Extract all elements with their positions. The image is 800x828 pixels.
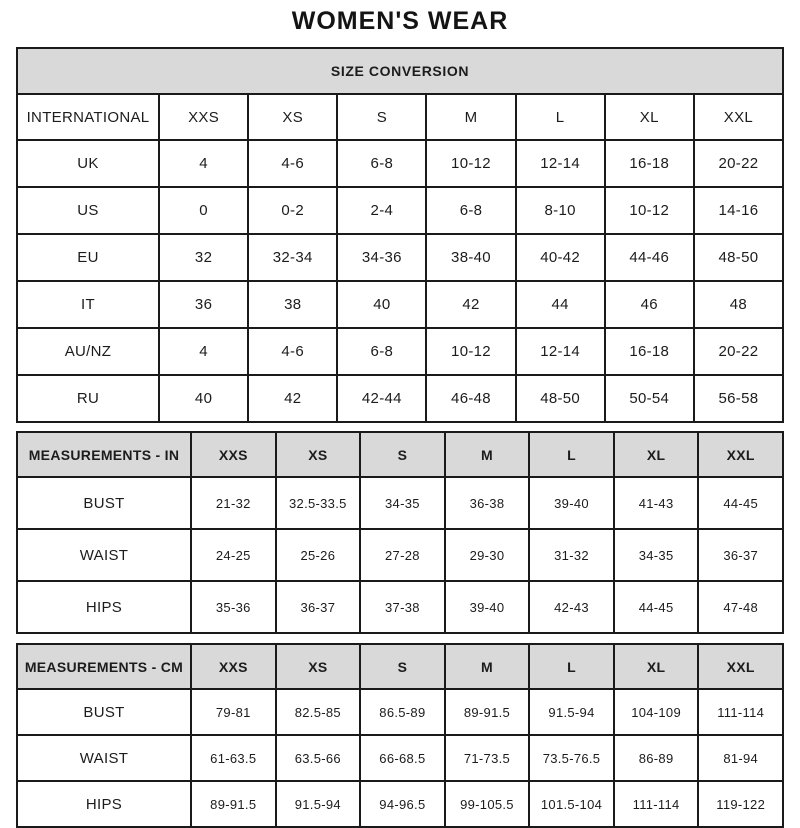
data-cell: 38 [248, 281, 337, 328]
measurements-in-table [16, 431, 784, 634]
data-cell: 6-8 [337, 140, 426, 187]
table-row [17, 281, 783, 328]
row-label: AU/NZ [17, 328, 159, 375]
data-cell: 37-38 [360, 581, 445, 633]
data-cell: 16-18 [605, 328, 694, 375]
data-cell: 10-12 [426, 328, 515, 375]
table-row [17, 581, 783, 633]
data-cell: 38-40 [426, 234, 515, 281]
data-cell: 79-81 [191, 689, 276, 735]
data-cell: 86.5-89 [360, 689, 445, 735]
data-cell: 56-58 [694, 375, 783, 422]
data-cell: 32 [159, 234, 248, 281]
data-cell: 46 [605, 281, 694, 328]
row-label: RU [17, 375, 159, 422]
header-cell: XXS [191, 644, 276, 689]
data-cell: 25-26 [276, 529, 361, 581]
data-cell: 34-35 [614, 529, 699, 581]
data-cell: 34-35 [360, 477, 445, 529]
data-cell: 6-8 [337, 328, 426, 375]
data-cell: 50-54 [605, 375, 694, 422]
data-cell: 8-10 [516, 187, 605, 234]
table-row [17, 477, 783, 529]
header-cell: XL [614, 432, 699, 477]
table-row [17, 234, 783, 281]
header-cell: XXS [191, 432, 276, 477]
header-cell: XS [276, 644, 361, 689]
data-cell: 2-4 [337, 187, 426, 234]
data-cell: 44 [516, 281, 605, 328]
data-cell: 66-68.5 [360, 735, 445, 781]
data-cell: 35-36 [191, 581, 276, 633]
data-cell: 44-45 [698, 477, 783, 529]
header-cell: XS [276, 432, 361, 477]
data-cell: 40 [337, 281, 426, 328]
row-label: WAIST [17, 735, 191, 781]
row-label: IT [17, 281, 159, 328]
measurements-in-grid [16, 431, 784, 634]
measurements-cm-grid [16, 643, 784, 828]
header-cell: L [516, 94, 605, 140]
data-cell: 63.5-66 [276, 735, 361, 781]
table-row [17, 187, 783, 234]
data-cell: 40 [159, 375, 248, 422]
data-cell: 0-2 [248, 187, 337, 234]
data-cell: 46-48 [426, 375, 515, 422]
data-cell: 89-91.5 [445, 689, 530, 735]
header-cell: XXL [698, 432, 783, 477]
data-cell: 42 [426, 281, 515, 328]
data-cell: 21-32 [191, 477, 276, 529]
data-cell: 48-50 [694, 234, 783, 281]
data-cell: 4 [159, 328, 248, 375]
data-cell: 91.5-94 [529, 689, 614, 735]
data-cell: 39-40 [445, 581, 530, 633]
data-cell: 42-43 [529, 581, 614, 633]
header-cell: S [337, 94, 426, 140]
data-cell: 29-30 [445, 529, 530, 581]
header-cell: XL [605, 94, 694, 140]
row-label: WAIST [17, 529, 191, 581]
header-cell: M [445, 432, 530, 477]
data-cell: 12-14 [516, 140, 605, 187]
data-cell: 101.5-104 [529, 781, 614, 827]
table-row [17, 689, 783, 735]
size-conversion-grid [16, 47, 784, 423]
header-cell: L [529, 644, 614, 689]
data-cell: 6-8 [426, 187, 515, 234]
row-label: HIPS [17, 581, 191, 633]
data-cell: 27-28 [360, 529, 445, 581]
data-cell: 104-109 [614, 689, 699, 735]
header-cell: S [360, 644, 445, 689]
header-cell: L [529, 432, 614, 477]
table-row [17, 735, 783, 781]
data-cell: 89-91.5 [191, 781, 276, 827]
data-cell: 4 [159, 140, 248, 187]
row-label: HIPS [17, 781, 191, 827]
data-cell: 34-36 [337, 234, 426, 281]
data-cell: 10-12 [605, 187, 694, 234]
table-row [17, 140, 783, 187]
table-row [17, 328, 783, 375]
data-cell: 14-16 [694, 187, 783, 234]
data-cell: 41-43 [614, 477, 699, 529]
row-label: US [17, 187, 159, 234]
data-cell: 16-18 [605, 140, 694, 187]
measurements-cm-table [16, 643, 784, 828]
data-cell: 61-63.5 [191, 735, 276, 781]
header-label-cell: INTERNATIONAL [17, 94, 159, 140]
size-conversion-table [16, 47, 784, 423]
header-cell: XXL [694, 94, 783, 140]
data-cell: 71-73.5 [445, 735, 530, 781]
header-cell: XL [614, 644, 699, 689]
data-cell: 36-38 [445, 477, 530, 529]
data-cell: 0 [159, 187, 248, 234]
data-cell: 36-37 [276, 581, 361, 633]
header-cell: XS [248, 94, 337, 140]
data-cell: 94-96.5 [360, 781, 445, 827]
page-title: WOMEN'S WEAR [291, 7, 509, 35]
data-cell: 40-42 [516, 234, 605, 281]
data-cell: 20-22 [694, 328, 783, 375]
data-cell: 42-44 [337, 375, 426, 422]
header-cell: M [426, 94, 515, 140]
data-cell: 39-40 [529, 477, 614, 529]
data-cell: 20-22 [694, 140, 783, 187]
data-cell: 4-6 [248, 140, 337, 187]
data-cell: 48 [694, 281, 783, 328]
data-cell: 86-89 [614, 735, 699, 781]
table-row [17, 529, 783, 581]
row-label: EU [17, 234, 159, 281]
row-label: BUST [17, 689, 191, 735]
data-cell: 44-45 [614, 581, 699, 633]
data-cell: 111-114 [698, 689, 783, 735]
table-row [17, 375, 783, 422]
data-cell: 24-25 [191, 529, 276, 581]
data-cell: 31-32 [529, 529, 614, 581]
data-cell: 44-46 [605, 234, 694, 281]
data-cell: 99-105.5 [445, 781, 530, 827]
data-cell: 32-34 [248, 234, 337, 281]
row-label: UK [17, 140, 159, 187]
header-label-cell: MEASUREMENTS - IN [17, 432, 191, 477]
data-cell: 111-114 [614, 781, 699, 827]
data-cell: 47-48 [698, 581, 783, 633]
data-cell: 36 [159, 281, 248, 328]
data-cell: 82.5-85 [276, 689, 361, 735]
row-label: BUST [17, 477, 191, 529]
data-cell: 73.5-76.5 [529, 735, 614, 781]
table-title: SIZE CONVERSION [17, 48, 783, 94]
data-cell: 4-6 [248, 328, 337, 375]
header-cell: XXS [159, 94, 248, 140]
data-cell: 10-12 [426, 140, 515, 187]
data-cell: 12-14 [516, 328, 605, 375]
header-label-cell: MEASUREMENTS - CM [17, 644, 191, 689]
data-cell: 42 [248, 375, 337, 422]
data-cell: 48-50 [516, 375, 605, 422]
table-row [17, 781, 783, 827]
header-cell: M [445, 644, 530, 689]
data-cell: 81-94 [698, 735, 783, 781]
data-cell: 36-37 [698, 529, 783, 581]
data-cell: 91.5-94 [276, 781, 361, 827]
data-cell: 32.5-33.5 [276, 477, 361, 529]
header-cell: XXL [698, 644, 783, 689]
data-cell: 119-122 [698, 781, 783, 827]
header-cell: S [360, 432, 445, 477]
